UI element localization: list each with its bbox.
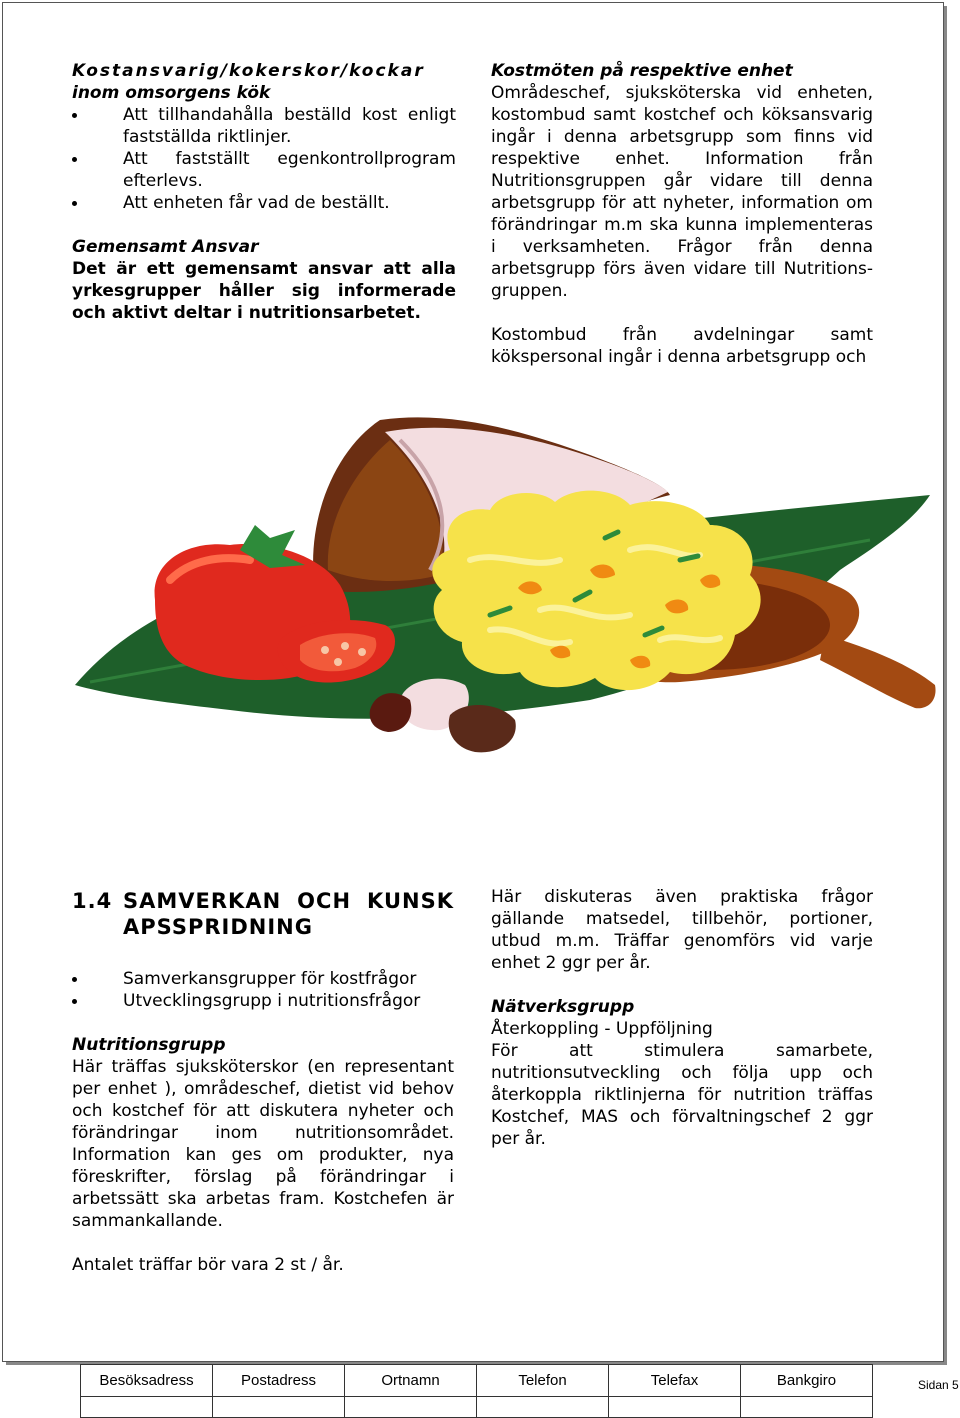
right-top-column — [491, 60, 873, 368]
nutrition-group-text: Här träffas sjuksköterskor (en representant per enhet ), områdeschef, dietist vid behov och kostchef för att diskutera nyheter och förändringar inom nutritionsområdet. Information kan ges om produkter, nya föreskrifter, förslag på förändringar i arbetssätt ska arbetas fram. Kostchefen är sammankallande. — [72, 1057, 454, 1231]
nutrition-group-heading: Nutritionsgrupp — [72, 1035, 226, 1055]
right-bottom-column — [491, 886, 873, 1150]
bullet-icon — [72, 157, 77, 162]
footer-cell — [477, 1397, 609, 1418]
footer-visiting-address: Besöksadress — [81, 1365, 213, 1397]
list-item: Att fastställt egenkontrollprogram efterlevs. — [72, 148, 456, 192]
food-illustration — [70, 410, 950, 850]
unit-meetings-text: Områdeschef, sjuksköterska vid enheten, kostombud samt kostchef och köksansvarig ingår i denna arbetsgrupp som finns vid respektive enhet. Information från Nutritionsgruppen går vidare till denna arbetsgrupp för att nyheter, information om förändringar m.m ska kunna implementeras i verksamheten. Frågor från denna arbetsgrupp förs även vidare till Nutritions-gruppen. — [491, 83, 873, 301]
role-heading-line2: inom omsorgens kök — [72, 83, 271, 103]
list-item: Att enheten får vad de beställt. — [72, 192, 456, 214]
page-number: Sidan 5 — [918, 1378, 959, 1392]
list-item: Att tillhandahålla beställd kost enligt fastställda riktlinjer. — [72, 104, 456, 148]
role-bullet-list — [72, 104, 456, 214]
section-title — [72, 888, 454, 940]
footer-postal-address: Postadress — [213, 1365, 345, 1397]
footer-cell — [81, 1397, 213, 1418]
network-group-heading: Nätverksgrupp — [491, 997, 635, 1017]
footer-phone: Telefon — [477, 1365, 609, 1397]
shared-responsibility-text: Det är ett gemensamt ansvar att alla yrkesgrupper håller sig informerade och aktivt deltar i nutritionsarbetet. — [72, 259, 456, 323]
footer-cell — [213, 1397, 345, 1418]
list-item: Samverkansgrupper för kostfrågor — [72, 968, 454, 990]
footer-value-row — [81, 1397, 873, 1418]
feedback-followup-line: Återkoppling - Uppföljning — [491, 1019, 713, 1039]
bullet-icon — [72, 977, 77, 982]
network-group-text: För att stimulera samarbete, nutritionsutveckling och följa upp och återkoppla riktlinjerna för nutrition träffas Kostchef, MAS och förvaltningschef 2 ggr per år. — [491, 1041, 873, 1149]
left-bottom-column — [72, 888, 454, 1276]
unit-meetings-heading: Kostmöten på respektive enhet — [491, 61, 793, 81]
list-item: Utvecklingsgrupp i nutritionsfrågor — [72, 990, 454, 1012]
practical-questions-text: Här diskuteras även praktiska frågor gällande matsedel, tillbehör, portioner, utbud m.m. Träffar genomförs vid varje enhet 2 ggr per år. — [491, 887, 873, 973]
bullet-icon — [72, 999, 77, 1004]
mushroom-brown — [449, 705, 516, 752]
footer-fax: Telefax — [609, 1365, 741, 1397]
section-title-text: SAMVERKAN OCH KUNSKAPSSPRIDNING — [123, 889, 454, 939]
board-handle — [820, 635, 936, 708]
section-number: 1.4 — [72, 889, 113, 913]
left-top-column — [72, 60, 456, 324]
footer-city: Ortnamn — [345, 1365, 477, 1397]
shared-responsibility-heading: Gemensamt Ansvar — [72, 237, 259, 257]
footer-header-row — [81, 1365, 873, 1397]
meetings-count-text: Antalet träffar bör vara 2 st / år. — [72, 1255, 344, 1275]
footer-table — [80, 1364, 873, 1418]
bullet-icon — [72, 201, 77, 206]
bullet-icon — [72, 113, 77, 118]
role-heading-line1: Kostansvarig/kokerskor/kockar — [72, 61, 425, 81]
footer-bank-giro: Bankgiro — [741, 1365, 873, 1397]
unit-meetings-text-2: Kostombud från avdelningar samt kökspersonal ingår i denna arbetsgrupp och — [491, 325, 873, 367]
footer-cell — [741, 1397, 873, 1418]
footer-cell — [609, 1397, 741, 1418]
footer-cell — [345, 1397, 477, 1418]
cooperation-bullet-list — [72, 968, 454, 1012]
